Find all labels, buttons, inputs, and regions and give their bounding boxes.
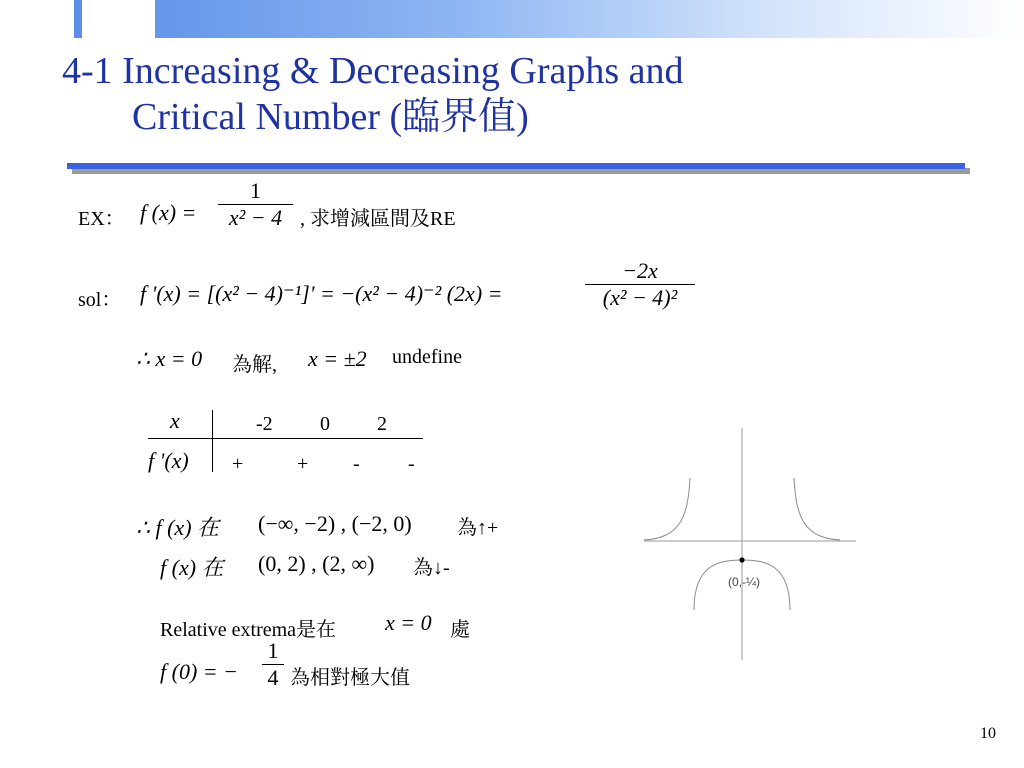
max-value-lhs: f (0) = − (160, 659, 238, 684)
left-branch-curve (644, 478, 690, 540)
example-task: , 求增減區間及RE (300, 208, 456, 230)
decreasing-note: 為↓- (413, 557, 450, 579)
example-label: EX： (78, 208, 125, 230)
table-point: 0 (320, 413, 330, 435)
page-number: 10 (980, 725, 996, 742)
local-max-label: (0,-¼) (728, 575, 761, 589)
table-sign: + (232, 453, 244, 475)
undefined-note: undefine (392, 346, 462, 368)
top-bar-block-1 (0, 0, 74, 38)
derivative-result-denominator: (x² − 4)² (602, 285, 678, 310)
table-sign: + (297, 453, 309, 475)
title-line-2: Critical Number (臨界值) (132, 96, 529, 138)
top-bar-block-2 (82, 0, 155, 38)
decreasing-prefix: f (x) 在 (160, 555, 224, 580)
table-header-x: x (170, 408, 180, 433)
table-vertical-rule (212, 410, 213, 472)
derivative-result-numerator: −2x (622, 258, 658, 283)
table-sign: - (408, 453, 415, 475)
title-rule (67, 163, 965, 169)
increasing-prefix: ∴ f (x) 在 (136, 515, 220, 540)
max-value-denominator: 4 (267, 665, 279, 690)
title-line-1: 4-1 Increasing & Decreasing Graphs and (62, 50, 684, 92)
local-max-point (739, 557, 744, 562)
example-fraction (218, 178, 293, 231)
right-branch-curve (794, 478, 840, 540)
solution-label: sol： (78, 289, 122, 311)
max-value-fraction (262, 638, 284, 691)
relative-extrema-suffix: 處 (450, 619, 470, 641)
relative-extrema-prefix: Relative extrema是在 (160, 619, 337, 641)
example-numerator: 1 (250, 178, 261, 203)
derivative-chain: f '(x) = [(x² − 4)⁻¹]' = −(x² − 4)⁻² (2x) = (140, 281, 503, 306)
zero-solution: ∴ x = 0 (136, 346, 203, 371)
zero-note: 為解, (232, 354, 277, 376)
table-header-fprime: f '(x) (148, 448, 189, 473)
table-point: -2 (256, 413, 273, 435)
slide-title (62, 48, 962, 140)
increasing-intervals: (−∞, −2) , (−2, 0) (258, 511, 412, 536)
example-function-lhs: f (x) = (140, 200, 197, 225)
example-denominator: x² − 4 (228, 205, 283, 230)
decreasing-intervals: (0, 2) , (2, ∞) (258, 551, 375, 576)
undefined-points: x = ±2 (308, 346, 367, 371)
table-sign: - (353, 453, 360, 475)
max-value-numerator: 1 (267, 638, 279, 663)
relative-extrema-location: x = 0 (385, 610, 432, 635)
table-point: 2 (377, 413, 387, 435)
increasing-note: 為↑+ (457, 517, 499, 539)
derivative-result-fraction (585, 258, 695, 311)
table-horizontal-rule (148, 438, 423, 439)
max-value-note: 為相對極大值 (290, 667, 410, 689)
function-graph (640, 420, 860, 662)
